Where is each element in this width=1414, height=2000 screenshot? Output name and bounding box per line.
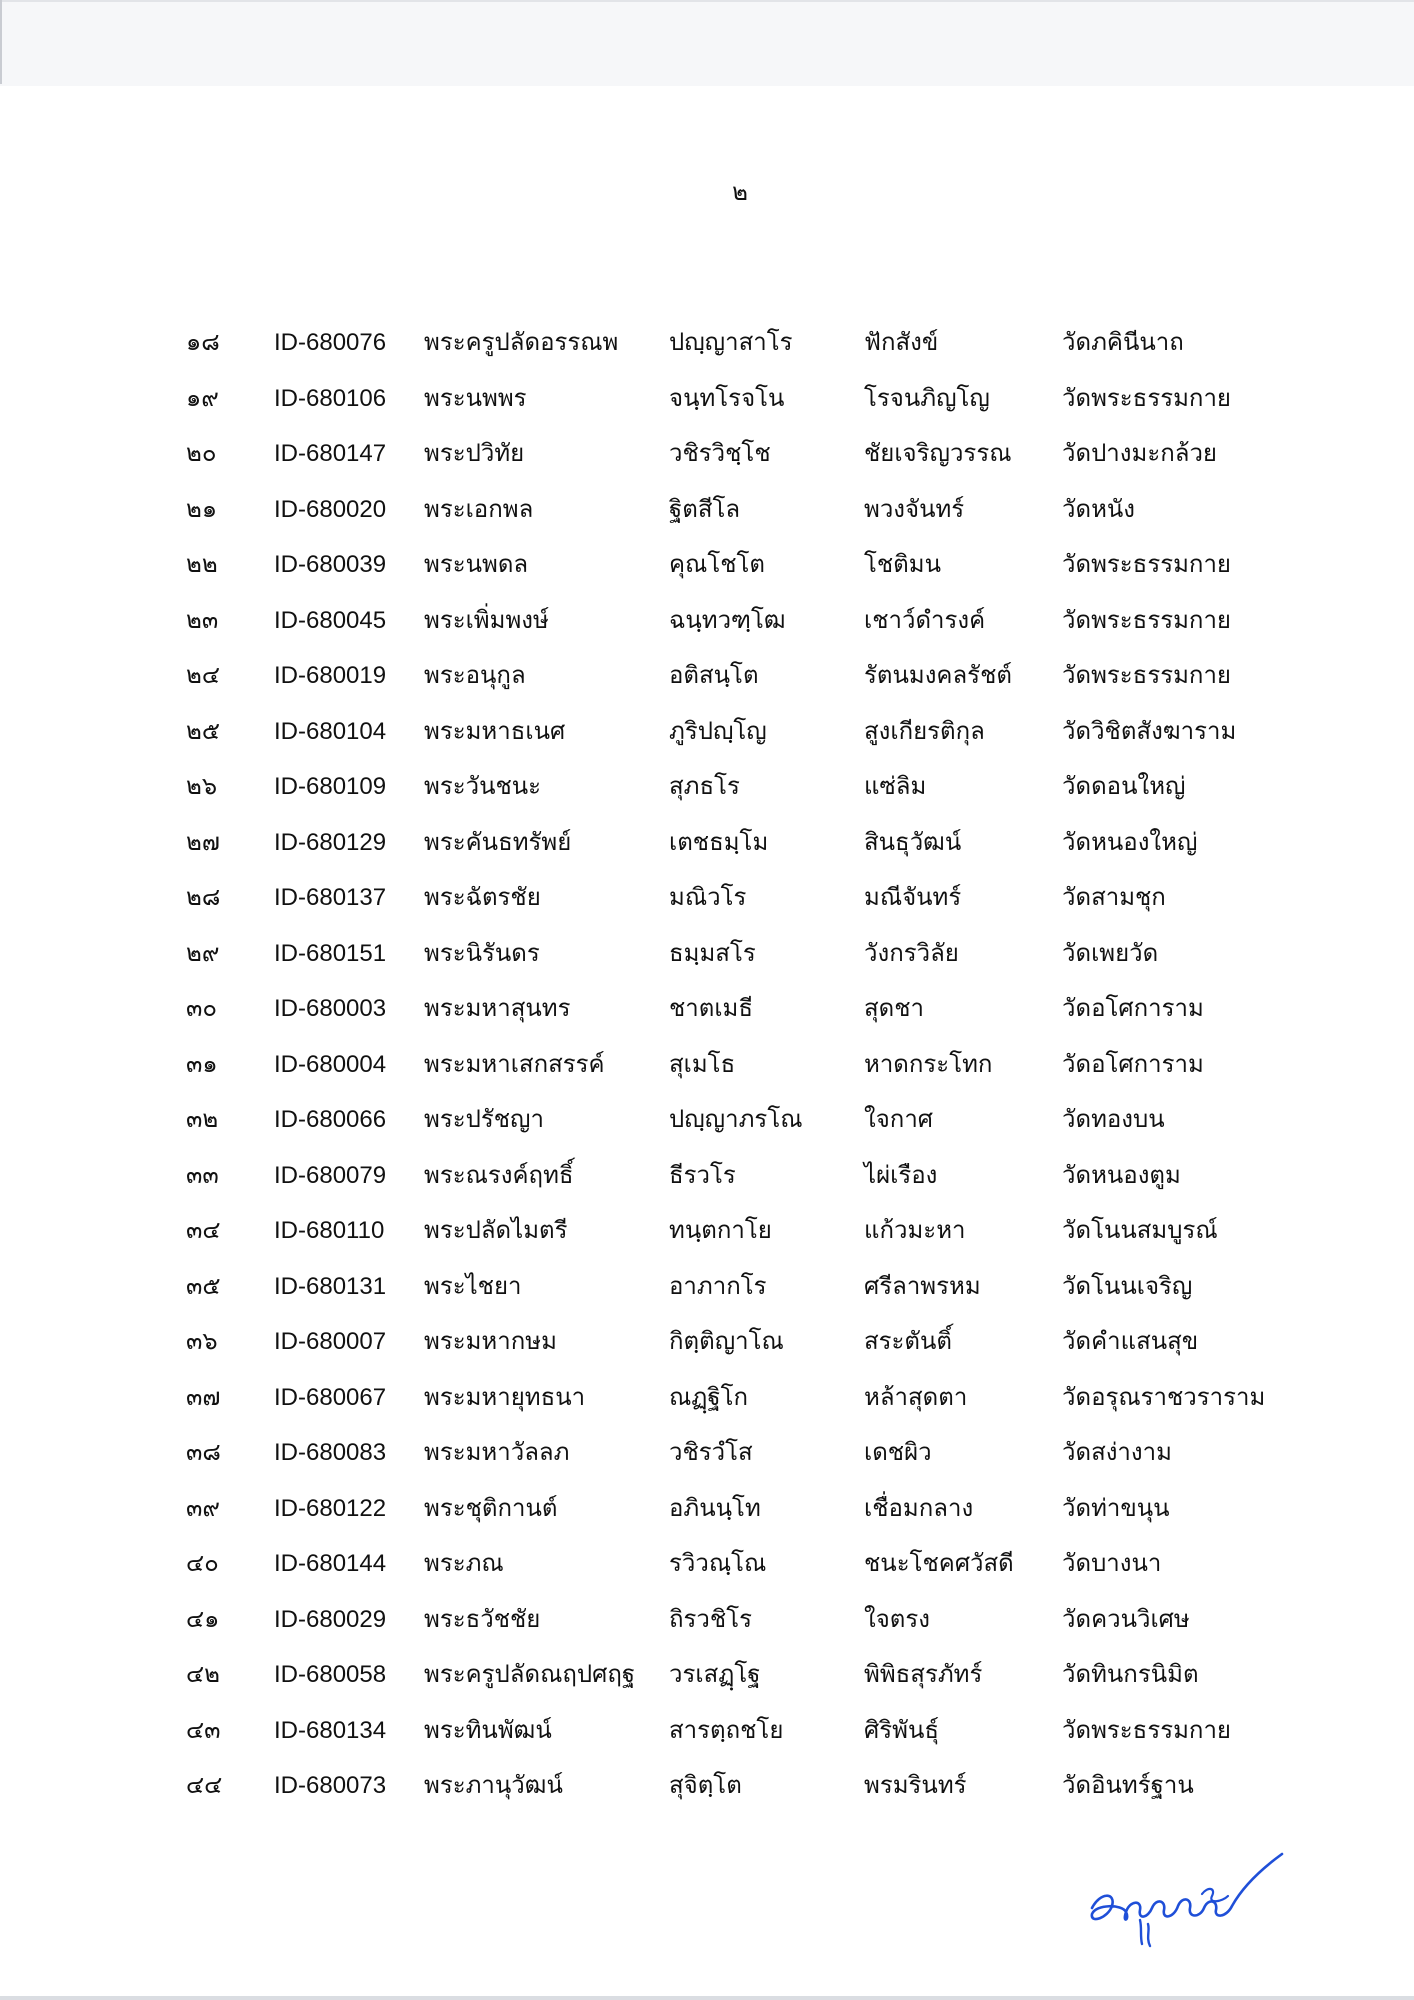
row-monk-name: พระมหาเสกสรรค์ bbox=[424, 1049, 605, 1078]
row-dhamma-name: วรเสฏฺโฐ bbox=[669, 1660, 761, 1688]
row-id: ID-680106 bbox=[274, 384, 387, 412]
row-dhamma-name: ธมฺมสโร bbox=[669, 938, 756, 967]
row-dhamma-name: กิตฺติญาโณ bbox=[669, 1327, 784, 1355]
row-number: ๓๕ bbox=[186, 1271, 221, 1300]
row-id: ID-680129 bbox=[274, 828, 387, 856]
row-number: ๒๑ bbox=[186, 494, 218, 523]
row-monk-name: พระธวัชชัย bbox=[424, 1604, 541, 1633]
row-id: ID-680039 bbox=[274, 551, 387, 578]
row-surname: รัตนมงคลรัชต์ bbox=[864, 661, 1012, 689]
row-surname: ศรีลาพรหม bbox=[864, 1271, 981, 1300]
roster-row bbox=[0, 1592, 1414, 1648]
roster-row bbox=[0, 1647, 1414, 1703]
row-monk-name: พระนิรันดร bbox=[424, 938, 540, 967]
roster-row bbox=[0, 1092, 1414, 1148]
row-number: ๔๒ bbox=[186, 1660, 220, 1688]
row-temple: วัดอโศการาม bbox=[1062, 994, 1204, 1022]
roster-row bbox=[0, 426, 1414, 482]
row-temple: วัดดอนใหญ่ bbox=[1062, 772, 1186, 800]
row-number: ๒๕ bbox=[186, 716, 220, 745]
roster-row bbox=[0, 704, 1414, 760]
row-dhamma-name: คุณโชโต bbox=[669, 550, 765, 578]
row-dhamma-name: ธีรวโร bbox=[669, 1160, 736, 1189]
row-number: ๔๐ bbox=[186, 1549, 219, 1577]
roster-row bbox=[0, 537, 1414, 593]
row-id: ID-680079 bbox=[274, 1161, 387, 1189]
roster-row bbox=[0, 1314, 1414, 1370]
row-surname: ไผ่เรือง bbox=[864, 1160, 938, 1189]
roster-row bbox=[0, 926, 1414, 982]
row-id: ID-680003 bbox=[274, 995, 387, 1022]
roster-row bbox=[0, 1425, 1414, 1481]
row-id: ID-680007 bbox=[274, 1328, 387, 1355]
row-number: ๓๗ bbox=[186, 1382, 221, 1411]
signature-stroke-underline bbox=[1140, 1920, 1150, 1946]
row-dhamma-name: สุภธโร bbox=[669, 772, 740, 800]
row-surname: ใจตรง bbox=[864, 1604, 930, 1633]
row-id: ID-680058 bbox=[274, 1661, 387, 1688]
row-monk-name: พระเพิ่มพงษ์ bbox=[424, 605, 549, 634]
row-monk-name: พระวันชนะ bbox=[424, 772, 542, 800]
row-dhamma-name: ชาตเมธี bbox=[669, 994, 754, 1022]
roster-row bbox=[0, 482, 1414, 538]
page-number: ๒ bbox=[732, 178, 748, 206]
row-id: ID-680045 bbox=[274, 606, 387, 634]
row-surname: สินธุวัฒน์ bbox=[864, 827, 962, 856]
row-temple: วัดอโศการาม bbox=[1062, 1049, 1204, 1078]
row-temple: วัดหนัง bbox=[1062, 494, 1136, 523]
row-monk-name: พระมหาสุนทร bbox=[424, 994, 571, 1022]
row-dhamma-name: สุเมโธ bbox=[669, 1049, 736, 1078]
row-id: ID-680020 bbox=[274, 495, 387, 523]
row-monk-name: พระไชยา bbox=[424, 1271, 522, 1300]
row-dhamma-name: เตชธมฺโม bbox=[669, 827, 769, 856]
row-number: ๒๗ bbox=[186, 827, 220, 856]
roster-row bbox=[0, 870, 1414, 926]
row-monk-name: พระมหายุทธนา bbox=[424, 1382, 586, 1411]
row-surname: โรจนภิญโญ bbox=[864, 383, 990, 412]
row-dhamma-name: สุจิตฺโต bbox=[669, 1771, 742, 1799]
row-surname: แก้วมะหา bbox=[864, 1216, 966, 1244]
row-temple: วัดเพยวัด bbox=[1062, 938, 1159, 967]
row-monk-name: พระครูปลัดณฤปศฤฐ bbox=[424, 1660, 636, 1688]
row-id: ID-680019 bbox=[274, 662, 387, 689]
row-number: ๒๔ bbox=[186, 661, 220, 689]
row-number: ๔๓ bbox=[186, 1715, 221, 1744]
row-number: ๔๑ bbox=[186, 1604, 220, 1633]
scan-left-edge bbox=[0, 0, 2, 84]
roster-row bbox=[0, 815, 1414, 871]
row-temple: วัดอรุณราชวราราม bbox=[1062, 1382, 1266, 1411]
row-id: ID-680109 bbox=[274, 773, 387, 800]
row-id: ID-680151 bbox=[274, 939, 387, 967]
roster-row bbox=[0, 1203, 1414, 1259]
row-surname: หล้าสุดตา bbox=[864, 1382, 968, 1411]
row-number: ๒๖ bbox=[186, 772, 218, 800]
row-dhamma-name: รวิวณฺโณ bbox=[669, 1549, 767, 1577]
row-number: ๔๔ bbox=[186, 1771, 223, 1799]
row-temple: วัดปางมะกล้วย bbox=[1062, 439, 1217, 467]
row-temple: วัดหนองใหญ่ bbox=[1062, 827, 1198, 856]
row-number: ๑๙ bbox=[186, 383, 219, 412]
row-monk-name: พระปรัชญา bbox=[424, 1105, 544, 1133]
row-temple: วัดหนองตูม bbox=[1062, 1160, 1181, 1189]
row-id: ID-680131 bbox=[274, 1272, 387, 1300]
row-monk-name: พระชุติกานต์ bbox=[424, 1493, 558, 1522]
row-temple: วัดโนนสมบูรณ์ bbox=[1062, 1216, 1218, 1244]
row-monk-name: พระครูปลัดอรรณพ bbox=[424, 328, 619, 356]
row-dhamma-name: อภินนฺโท bbox=[669, 1493, 761, 1522]
row-surname: หาดกระโทก bbox=[864, 1049, 993, 1078]
row-number: ๒๒ bbox=[186, 550, 218, 578]
row-monk-name: พระนพดล bbox=[424, 550, 529, 578]
row-temple: วัดโนนเจริญ bbox=[1062, 1271, 1193, 1300]
row-monk-name: พระภานุวัฒน์ bbox=[424, 1771, 563, 1799]
row-surname: ชัยเจริญวรรณ bbox=[864, 439, 1012, 467]
row-temple: วัดทองบน bbox=[1062, 1105, 1165, 1133]
row-monk-name: พระทินพัฒน์ bbox=[424, 1715, 552, 1744]
row-number: ๒๙ bbox=[186, 938, 220, 967]
row-surname: สูงเกียรติกุล bbox=[864, 716, 985, 745]
row-dhamma-name: ปญฺญาภรโณ bbox=[669, 1105, 803, 1133]
row-dhamma-name: ถิรวชิโร bbox=[669, 1604, 752, 1633]
row-id: ID-680076 bbox=[274, 329, 387, 356]
scan-bottom-edge bbox=[0, 1996, 1414, 2000]
row-number: ๒๐ bbox=[186, 439, 217, 467]
row-surname: มณีจันทร์ bbox=[864, 883, 962, 911]
row-surname: ฟักสังข์ bbox=[864, 328, 939, 356]
row-number: ๓๙ bbox=[186, 1493, 220, 1522]
row-surname: พรมรินทร์ bbox=[864, 1771, 967, 1799]
row-surname: แซ่ลิม bbox=[864, 772, 927, 800]
roster-list bbox=[0, 315, 1414, 1814]
row-surname: วังกรวิลัย bbox=[864, 938, 959, 967]
row-monk-name: พระอนุกูล bbox=[424, 661, 526, 689]
row-monk-name: พระปวิทัย bbox=[424, 439, 525, 467]
row-id: ID-680110 bbox=[274, 1217, 385, 1244]
row-number: ๑๘ bbox=[186, 328, 220, 356]
row-surname: ใจกาศ bbox=[864, 1105, 934, 1133]
row-temple: วัดพระธรรมกาย bbox=[1062, 550, 1231, 578]
row-temple: วัดพระธรรมกาย bbox=[1062, 661, 1231, 689]
row-dhamma-name: ฐิตสีโล bbox=[669, 494, 741, 523]
row-id: ID-680067 bbox=[274, 1383, 387, 1411]
row-temple: วัดวิชิตสังฆาราม bbox=[1062, 716, 1237, 745]
row-id: ID-680134 bbox=[274, 1716, 387, 1744]
roster-row bbox=[0, 648, 1414, 704]
row-surname: พวงจันทร์ bbox=[864, 494, 965, 523]
row-monk-name: พระเอกพล bbox=[424, 494, 534, 523]
row-monk-name: พระมหาธเนศ bbox=[424, 716, 566, 745]
row-number: ๒๘ bbox=[186, 883, 221, 911]
roster-row bbox=[0, 1481, 1414, 1537]
row-id: ID-680073 bbox=[274, 1772, 387, 1799]
row-temple: วัดภคินีนาถ bbox=[1062, 328, 1184, 356]
row-dhamma-name: จนฺทโรจโน bbox=[669, 383, 785, 412]
roster-row bbox=[0, 759, 1414, 815]
row-monk-name: พระคันธทรัพย์ bbox=[424, 827, 572, 856]
row-number: ๓๖ bbox=[186, 1327, 218, 1355]
row-dhamma-name: วชิรวํโส bbox=[669, 1438, 753, 1466]
row-monk-name: พระมหากษม bbox=[424, 1327, 557, 1355]
row-temple: วัดพระธรรมกาย bbox=[1062, 605, 1231, 634]
row-id: ID-680104 bbox=[274, 717, 387, 745]
row-temple: วัดพระธรรมกาย bbox=[1062, 1715, 1231, 1744]
row-id: ID-680122 bbox=[274, 1494, 387, 1522]
row-surname: เชื่อมกลาง bbox=[864, 1493, 974, 1522]
row-dhamma-name: ภูริปญฺโญ bbox=[669, 716, 767, 745]
row-surname: โชติมน bbox=[864, 550, 941, 578]
row-monk-name: พระมหาวัลลภ bbox=[424, 1438, 570, 1466]
row-dhamma-name: อติสนฺโต bbox=[669, 661, 759, 689]
row-temple: วัดควนวิเศษ bbox=[1062, 1604, 1190, 1633]
row-dhamma-name: วชิรวิชฺโช bbox=[669, 439, 771, 467]
row-temple: วัดพระธรรมกาย bbox=[1062, 383, 1231, 412]
signature-stroke-main bbox=[1092, 1854, 1282, 1920]
row-number: ๓๐ bbox=[186, 994, 218, 1022]
row-temple: วัดสามชุก bbox=[1062, 883, 1166, 911]
row-number: ๓๘ bbox=[186, 1438, 221, 1466]
row-dhamma-name: อาภากโร bbox=[669, 1271, 767, 1300]
row-surname: เชาว์ดำรงค์ bbox=[864, 605, 986, 634]
row-id: ID-680029 bbox=[274, 1605, 387, 1633]
roster-row bbox=[0, 371, 1414, 427]
row-number: ๓๒ bbox=[186, 1105, 219, 1133]
roster-row bbox=[0, 1758, 1414, 1814]
row-surname: พิพิธสุรภัทร์ bbox=[864, 1660, 983, 1688]
row-monk-name: พระปลัดไมตรี bbox=[424, 1216, 568, 1244]
row-temple: วัดสง่างาม bbox=[1062, 1438, 1172, 1466]
signature-stroke-loop bbox=[1202, 1889, 1228, 1901]
roster-row bbox=[0, 1536, 1414, 1592]
row-dhamma-name: ณฏฺฐิโก bbox=[669, 1382, 749, 1411]
row-temple: วัดทินกรนิมิต bbox=[1062, 1660, 1199, 1688]
row-surname: สุดชา bbox=[864, 994, 924, 1022]
row-monk-name: พระฉัตรชัย bbox=[424, 883, 541, 911]
row-number: ๓๔ bbox=[186, 1216, 221, 1244]
row-number: ๒๓ bbox=[186, 605, 219, 634]
row-monk-name: พระณรงค์ฤทธิ์ bbox=[424, 1160, 574, 1189]
row-dhamma-name: ปญฺญาสาโร bbox=[669, 328, 793, 356]
roster-row bbox=[0, 593, 1414, 649]
row-dhamma-name: ทนฺตกาโย bbox=[669, 1216, 772, 1244]
row-id: ID-680066 bbox=[274, 1106, 387, 1133]
scan-header-band bbox=[0, 0, 1414, 86]
row-number: ๓๓ bbox=[186, 1160, 219, 1189]
row-surname: ชนะโชคศวัสดี bbox=[864, 1549, 1014, 1577]
row-dhamma-name: มณิวโร bbox=[669, 883, 747, 911]
row-surname: ศิริพันธุ์ bbox=[864, 1715, 939, 1744]
row-id: ID-680137 bbox=[274, 884, 387, 911]
row-temple: วัดอินทร์ฐาน bbox=[1062, 1771, 1194, 1799]
row-id: ID-680083 bbox=[274, 1439, 387, 1466]
row-monk-name: พระภณ bbox=[424, 1549, 504, 1577]
roster-row bbox=[0, 981, 1414, 1037]
row-id: ID-680144 bbox=[274, 1550, 387, 1577]
row-temple: วัดบางนา bbox=[1062, 1549, 1162, 1577]
roster-row bbox=[0, 1703, 1414, 1759]
roster-row bbox=[0, 1037, 1414, 1093]
row-temple: วัดคำแสนสุข bbox=[1062, 1327, 1199, 1355]
roster-row bbox=[0, 315, 1414, 371]
row-id: ID-680004 bbox=[274, 1050, 387, 1078]
row-number: ๓๑ bbox=[186, 1049, 218, 1078]
row-monk-name: พระนพพร bbox=[424, 383, 527, 412]
roster-row bbox=[0, 1259, 1414, 1315]
row-temple: วัดท่าขนุน bbox=[1062, 1493, 1170, 1522]
roster-row bbox=[0, 1148, 1414, 1204]
row-dhamma-name: สารตฺถชโย bbox=[669, 1715, 784, 1744]
row-id: ID-680147 bbox=[274, 440, 387, 467]
handwritten-signature bbox=[1082, 1848, 1292, 1956]
roster-row bbox=[0, 1370, 1414, 1426]
row-surname: สระตันติ์ bbox=[864, 1327, 953, 1355]
row-dhamma-name: ฉนฺทวฑฺโฒ bbox=[669, 605, 786, 634]
row-surname: เดชผิว bbox=[864, 1438, 932, 1466]
